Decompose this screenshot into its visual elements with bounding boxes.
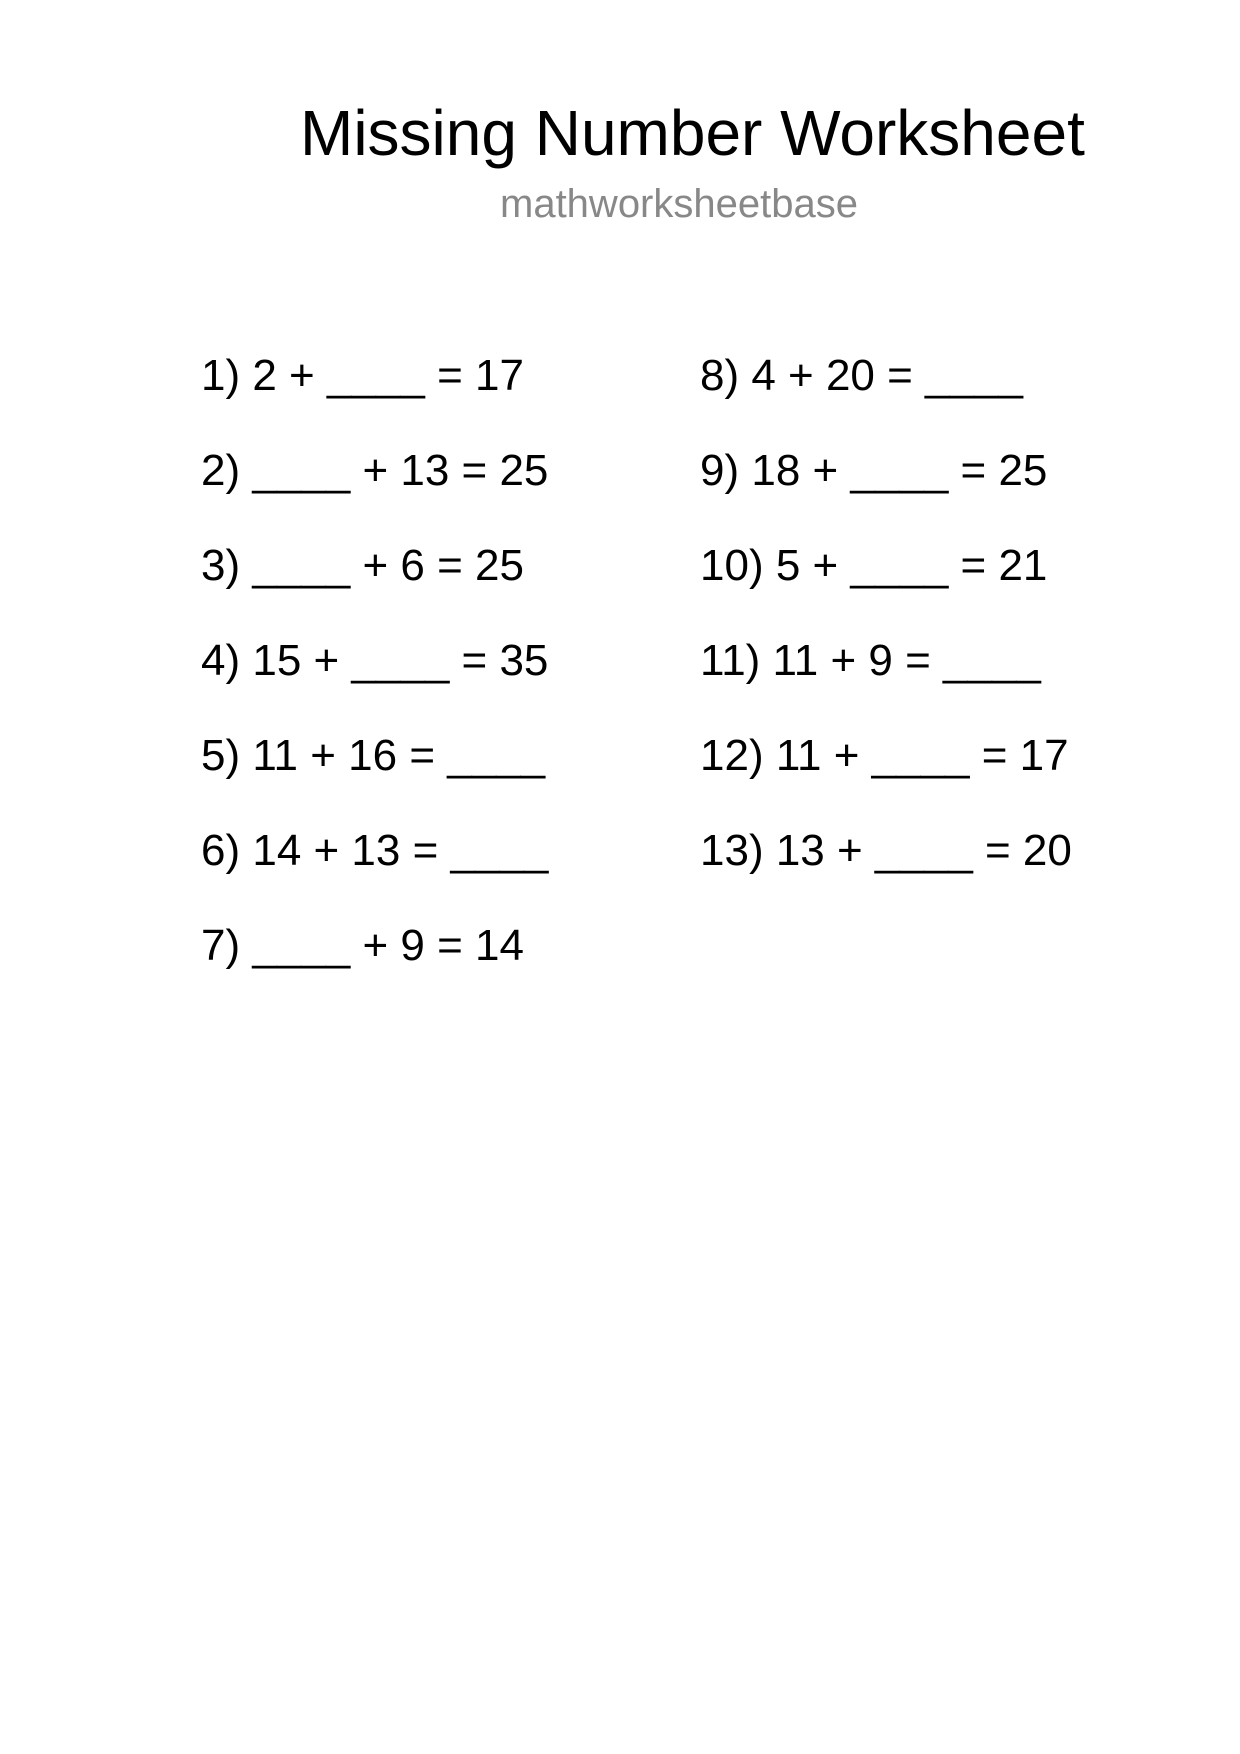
problem: 2) ____ + 13 = 25 bbox=[201, 446, 549, 495]
problem: 3) ____ + 6 = 25 bbox=[201, 541, 524, 590]
problem: 5) 11 + 16 = ____ bbox=[201, 731, 546, 780]
problem: 9) 18 + ____ = 25 bbox=[700, 446, 1048, 495]
problem: 12) 11 + ____ = 17 bbox=[700, 731, 1069, 780]
problem: 6) 14 + 13 = ____ bbox=[201, 826, 549, 875]
problem: 10) 5 + ____ = 21 bbox=[700, 541, 1048, 590]
problem: 4) 15 + ____ = 35 bbox=[201, 636, 549, 685]
worksheet-title: Missing Number Worksheet bbox=[300, 97, 1085, 169]
problems-left-column bbox=[201, 346, 548, 1011]
problem: 13) 13 + ____ = 20 bbox=[700, 826, 1072, 875]
problem: 11) 11 + 9 = ____ bbox=[700, 636, 1041, 685]
problem: 8) 4 + 20 = ____ bbox=[700, 351, 1023, 400]
problems-right-column bbox=[700, 346, 1072, 916]
problem: 1) 2 + ____ = 17 bbox=[201, 351, 524, 400]
worksheet-subtitle: mathworksheetbase bbox=[500, 182, 858, 226]
problem: 7) ____ + 9 = 14 bbox=[201, 921, 524, 970]
